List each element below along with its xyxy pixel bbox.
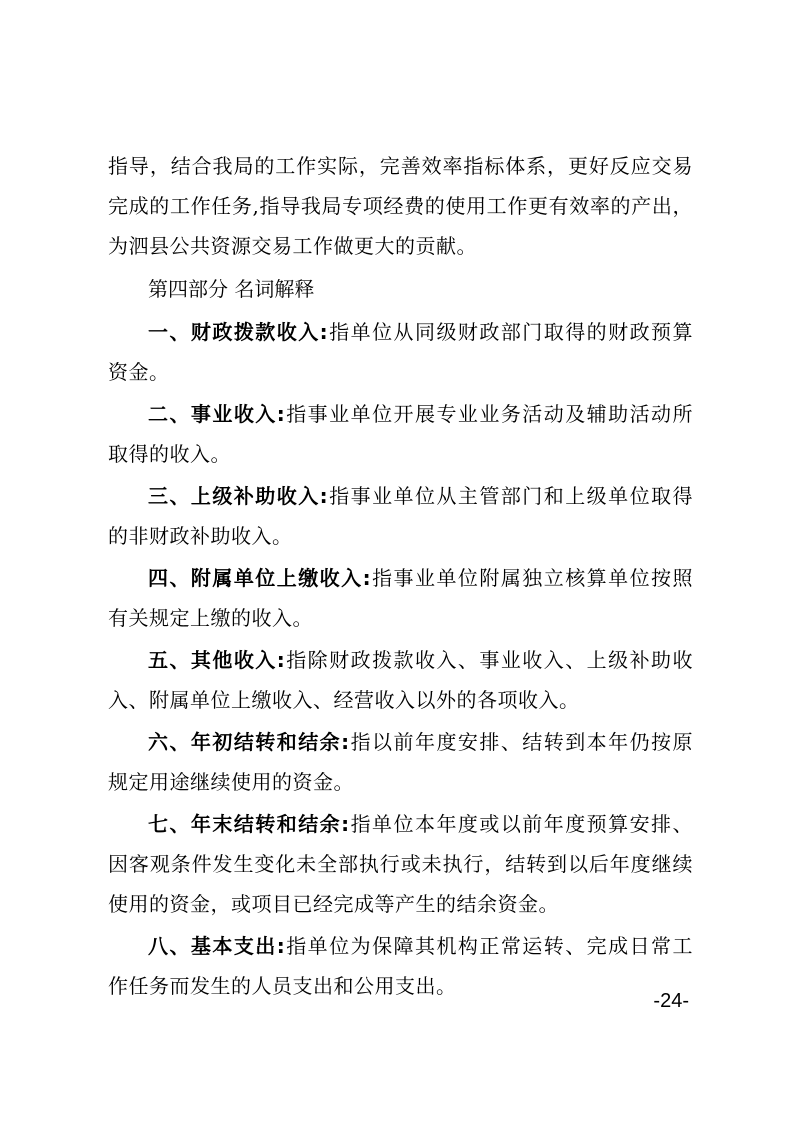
definition-term: 七、年末结转和结余: [148, 812, 350, 836]
definition-term: 三、上级补助收入: [148, 484, 329, 508]
page-content [108, 146, 693, 1008]
definition-text: 因客观条件发生变化未全部执行或未执行，结转到以后年度继续 [108, 852, 693, 876]
definition-text: 资金。 [108, 360, 170, 384]
section-heading: 第四部分 名词解释 [148, 277, 315, 301]
intro-line: 为泗县公共资源交易工作做更大的贡献。 [108, 234, 477, 258]
definition-text: 指单位本年度或以前年度预算安排、 [349, 812, 694, 836]
definition-term: 四、附属单位上缴收入: [148, 566, 372, 590]
intro-paragraph [108, 146, 693, 266]
definition-5 [108, 640, 693, 720]
definition-text: 使用的资金，或项目已经完成等产生的结余资金。 [108, 892, 559, 916]
definition-text: 有关规定上缴的收入。 [108, 606, 313, 630]
definition-text: 指事业单位附属独立核算单位按照 [371, 566, 694, 590]
definition-term: 五、其他收入: [148, 648, 286, 672]
definition-text: 指单位从同级财政部门取得的财政预算 [328, 320, 694, 344]
definition-8 [108, 926, 693, 1006]
definition-text: 指单位为保障其机构正常运转、完成日常工 [285, 934, 694, 958]
definition-text: 指事业单位开展专业业务活动及辅助活动所 [285, 402, 694, 426]
definition-term: 二、事业收入: [148, 402, 286, 426]
definition-4 [108, 558, 693, 638]
intro-line: 指导，结合我局的工作实际，完善效率指标体系，更好反应交易 [108, 154, 693, 178]
definition-text: 入、附属单位上缴收入、经营收入以外的各项收入。 [108, 688, 580, 712]
definition-text: 指除财政拨款收入、事业收入、上级补助收 [285, 648, 694, 672]
definition-text: 的非财政补助收入。 [108, 524, 293, 548]
definition-6 [108, 722, 693, 802]
definition-1 [108, 312, 693, 392]
definition-text: 规定用途继续使用的资金。 [108, 770, 354, 794]
definition-7 [108, 804, 693, 924]
definition-text: 取得的收入。 [108, 442, 231, 466]
definition-text: 作任务而发生的人员支出和公用支出。 [108, 974, 457, 998]
definition-2 [108, 394, 693, 474]
definition-term: 六、年初结转和结余: [148, 730, 350, 754]
page-number: -24- [653, 990, 689, 1012]
definition-term: 一、财政拨款收入: [148, 320, 329, 344]
definition-text: 指以前年度安排、结转到本年仍按原 [349, 730, 694, 754]
definition-text: 指事业单位从主管部门和上级单位取得 [328, 484, 694, 508]
definition-term: 八、基本支出: [148, 934, 286, 958]
intro-line: 完成的工作任务,指导我局专项经费的使用工作更有效率的产出， [108, 194, 693, 218]
definition-3 [108, 476, 693, 556]
